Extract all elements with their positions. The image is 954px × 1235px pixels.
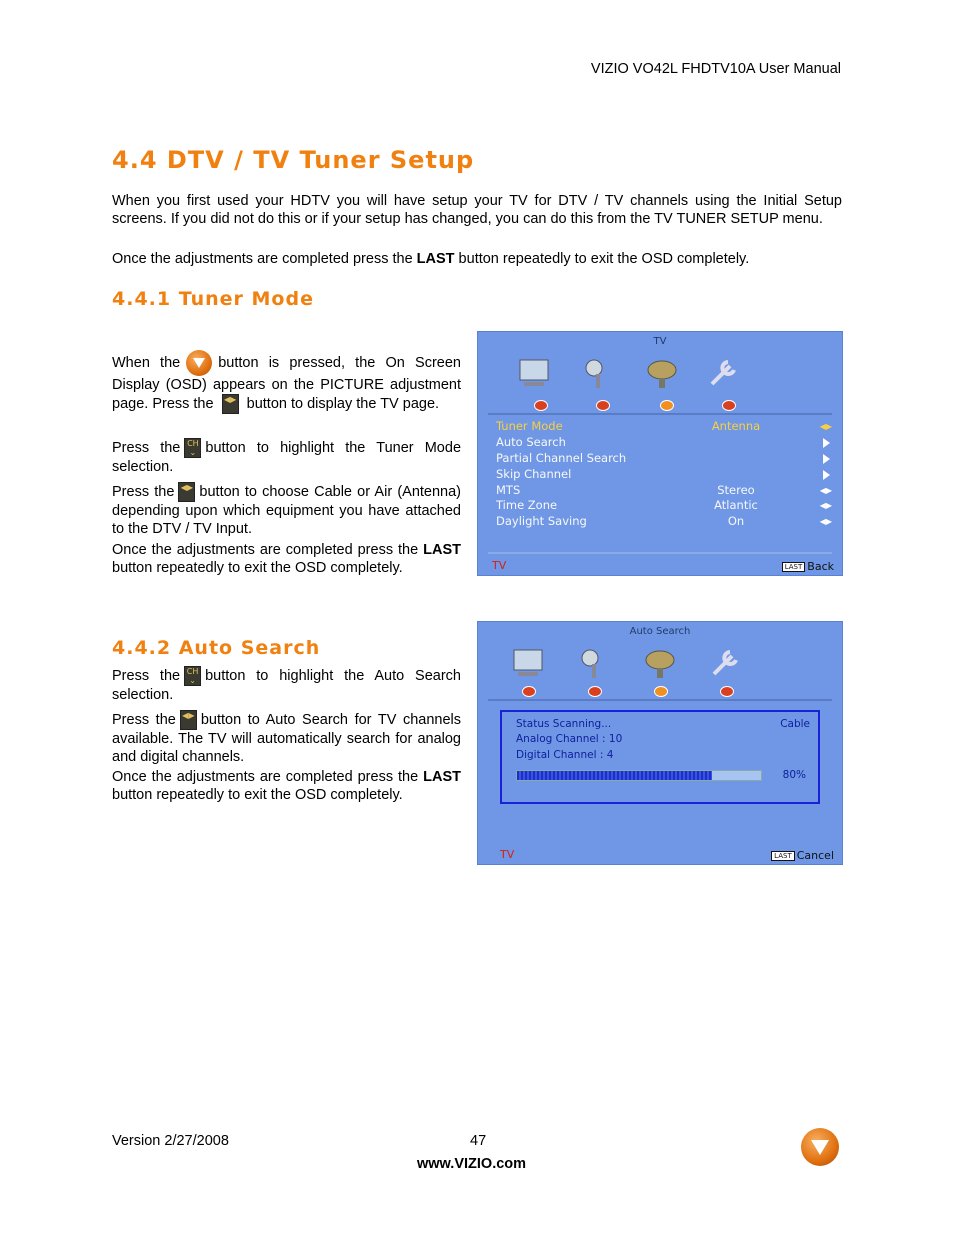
osd-auto-search-screen: [477, 621, 843, 865]
setup-tab-indicator: [722, 400, 736, 411]
picture-tab-indicator: [522, 686, 536, 697]
intro-paragraph: When you first used your HDTV you will have setup your TV for DTV / TV channels using the Initial Setup screens. If you did not do this or if your setup has changed, you can do this from the TV TUNER SETUP menu.: [112, 193, 842, 227]
tuner-mode-para-2: Press the CH ⌄ button to highlight the Tuner Mode selection.: [112, 439, 462, 475]
audio-tab-indicator: [588, 686, 602, 697]
osd-cancel-hint: LAST Cancel: [771, 849, 834, 862]
monitor-icon: [514, 356, 554, 392]
osd-footer-input: TV: [500, 848, 515, 861]
tuner-mode-para-3: Press the ◀▶ button to choose Cable or Air (Antenna) depending upon which equipment you have attached to the DTV / TV Input.: [112, 483, 462, 537]
satellite-speaker-icon: [574, 646, 614, 682]
tuner-mode-heading: 4.4.1 Tuner Mode: [112, 288, 314, 310]
channel-button-icon: CH ⌄: [184, 438, 201, 458]
wrench-icon: [704, 356, 744, 392]
osd-footer-input: TV: [492, 559, 507, 572]
osd-title: Auto Search: [629, 626, 691, 637]
tuner-dish-icon: [642, 356, 682, 392]
scan-status: Status Scanning...: [516, 718, 612, 730]
osd-title: TV: [653, 336, 667, 347]
section-title: 4.4 DTV / TV Tuner Setup: [112, 146, 475, 174]
menu-item-tuner-mode[interactable]: Tuner Mode Antenna ◀▶: [496, 419, 832, 433]
volume-arrow-button-icon: ◀▶: [180, 710, 197, 730]
analog-channel-count: Analog Channel : 10: [516, 733, 623, 745]
scan-progress-fill: [517, 771, 712, 780]
tv-tab-indicator: [660, 400, 674, 411]
auto-search-para-1: Press the CH ⌄ button to highlight the Auto Search selection.: [112, 667, 461, 703]
osd-divider: [488, 413, 832, 415]
page-number: 47: [470, 1133, 487, 1149]
tuner-dish-icon: [640, 646, 680, 682]
auto-search-para-3: Once the adjustments are completed press the LAST button repeatedly to exit the OSD completely.: [112, 769, 461, 803]
channel-arrow-button-icon: ◀▶: [222, 394, 239, 414]
menu-item-partial-channel-search[interactable]: Partial Channel Search: [496, 451, 834, 467]
submenu-arrow-icon: [823, 454, 830, 464]
tuner-mode-para-1: When the button is pressed, the On Screen Display (OSD) appears on the PICTURE adjustment page. Press the ◀▶ button to display the TV page.: [112, 350, 461, 414]
submenu-arrow-icon: [823, 470, 830, 480]
website-link[interactable]: www.VIZIO.com: [417, 1156, 527, 1172]
scan-status-panel: [500, 710, 820, 804]
channel-button-icon: CH ⌄: [184, 666, 201, 686]
volume-arrow-button-icon: ◀▶: [178, 482, 195, 502]
tv-tab-indicator: [654, 686, 668, 697]
version-label: Version 2/27/2008: [112, 1133, 229, 1149]
tuner-mode-para-4: Once the adjustments are completed press the LAST button repeatedly to exit the OSD completely.: [112, 542, 461, 576]
osd-divider: [488, 699, 832, 701]
menu-item-time-zone[interactable]: Time Zone Atlantic ◀▶: [496, 498, 832, 512]
osd-back-hint: LAST Back: [782, 560, 834, 573]
digital-channel-count: Digital Channel : 4: [516, 749, 614, 761]
scan-progress-bar: [516, 770, 762, 781]
osd-tv-screen: [477, 331, 843, 576]
osd-icon-strip: [508, 646, 738, 706]
picture-tab-indicator: [534, 400, 548, 411]
scan-progress-label: 80%: [782, 769, 806, 781]
satellite-speaker-icon: [578, 356, 618, 392]
left-right-arrow-icon: ◀▶: [819, 501, 832, 510]
running-header: VIZIO VO42L FHDTV10A User Manual: [590, 61, 841, 77]
menu-item-auto-search[interactable]: Auto Search: [496, 435, 834, 451]
left-right-arrow-icon: ◀▶: [819, 517, 832, 526]
left-right-arrow-icon: ◀▶: [819, 422, 832, 431]
scan-mode: Cable: [780, 718, 810, 730]
setup-tab-indicator: [720, 686, 734, 697]
auto-search-para-2: Press the ◀▶ button to Auto Search for TV channels available. The TV will automatically search for analog and digital channels.: [112, 711, 462, 765]
monitor-icon: [508, 646, 548, 682]
menu-item-skip-channel[interactable]: Skip Channel: [496, 467, 834, 483]
osd-footer-divider: [488, 552, 832, 554]
menu-item-daylight-saving[interactable]: Daylight Saving On ◀▶: [496, 514, 832, 528]
menu-item-mts[interactable]: MTS Stereo ◀▶: [496, 483, 832, 497]
vizio-logo-icon: [801, 1128, 839, 1166]
audio-tab-indicator: [596, 400, 610, 411]
vizio-menu-button-icon: [186, 350, 212, 376]
submenu-arrow-icon: [823, 438, 830, 448]
wrench-icon: [706, 646, 746, 682]
left-right-arrow-icon: ◀▶: [819, 486, 832, 495]
intro-last-paragraph: Once the adjustments are completed press the LAST button repeatedly to exit the OSD completely.: [112, 251, 750, 267]
auto-search-heading: 4.4.2 Auto Search: [112, 637, 321, 659]
osd-icon-strip: [514, 356, 744, 416]
